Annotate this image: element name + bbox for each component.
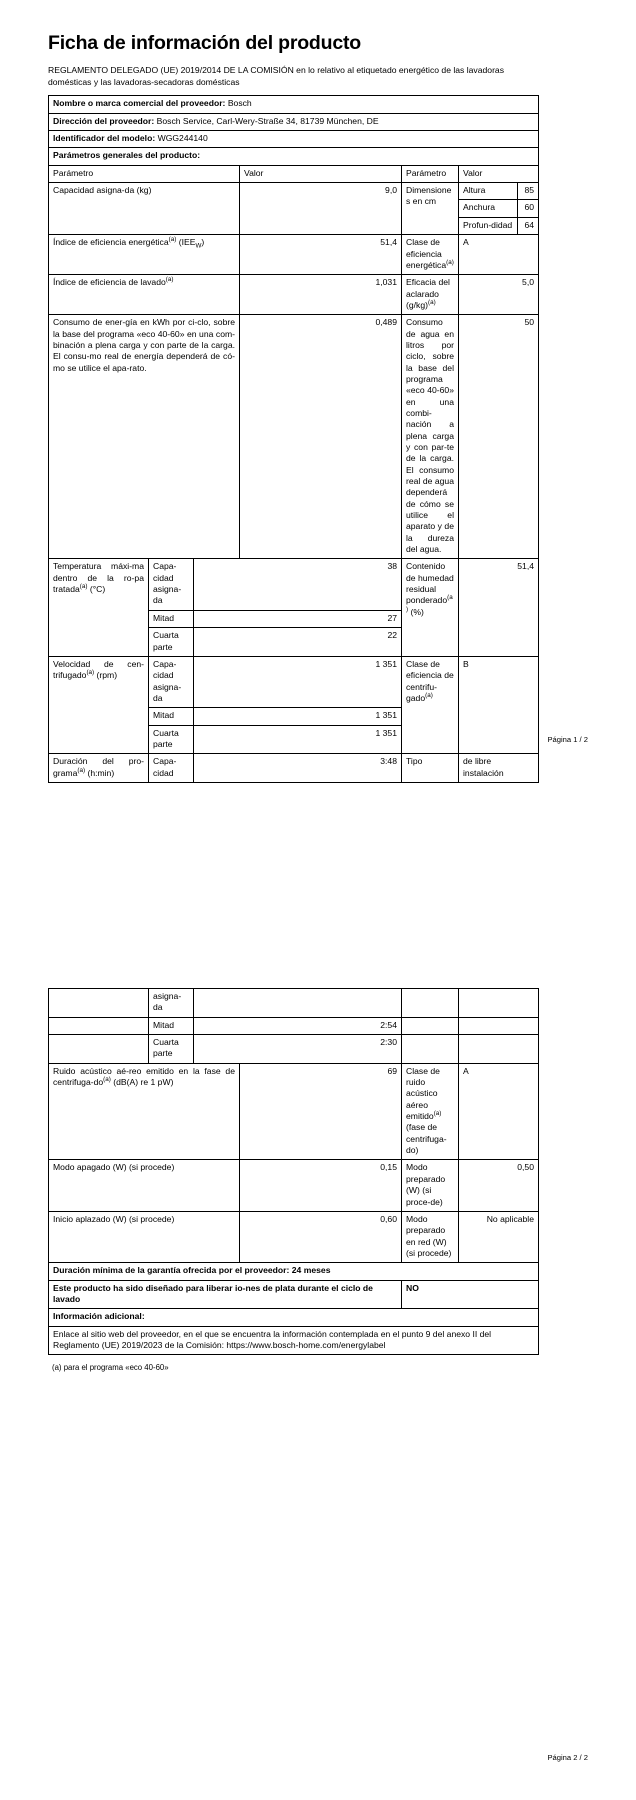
off-mode-label: Modo apagado (W) (si procede) <box>49 1160 240 1211</box>
page-2-number: Página 2 / 2 <box>547 1753 588 1762</box>
noise-unit: (dB(A) re 1 pW) <box>113 1077 174 1088</box>
header-param-2: Parámetro <box>402 165 459 182</box>
type-label-cont <box>402 989 459 1018</box>
duration-superscript: (a) <box>77 766 86 774</box>
dimension-row-height <box>459 183 538 200</box>
duration-quarter-label: Cuarta parte <box>149 1035 194 1064</box>
spin-class-value: B <box>459 656 539 753</box>
table-row-max-temp <box>49 559 539 610</box>
duration-rated-label-cont: asigna-da <box>149 989 194 1018</box>
table-row-silver-ions <box>49 1280 539 1309</box>
eei-superscript: (a) <box>168 236 177 244</box>
table-row-consumption <box>49 315 539 559</box>
table-row-delay-start <box>49 1211 539 1262</box>
page-2 <box>0 900 636 1800</box>
spin-speed-label-text: Velocidad de cen-trifugado <box>53 658 144 681</box>
spin-half-label: Mitad <box>149 708 194 725</box>
dimension-row-width <box>459 200 538 217</box>
table-row-model <box>49 131 539 148</box>
noise-superscript: (a) <box>103 1076 111 1084</box>
noise-class-unit: (fase de centrifuga-do) <box>406 1122 447 1156</box>
duration-label-text: Duración del pro-grama <box>53 756 144 778</box>
duration-label-cont <box>49 989 149 1018</box>
eei-sub-text: (IEE <box>178 237 196 248</box>
table-row-noise <box>49 1063 539 1160</box>
max-temp-quarter-label: Cuarta parte <box>149 628 194 657</box>
supplier-name-value: Bosch <box>227 98 252 109</box>
supplier-address-value: Bosch Service, Carl-Wery-Straße 34, 81739 München, DE <box>156 115 379 126</box>
table-header-row <box>49 165 539 182</box>
table-row-duration-cont <box>49 989 539 1018</box>
dimensions-table <box>459 183 538 234</box>
product-info-table-page1 <box>48 95 539 783</box>
table-row-warranty <box>49 1263 539 1280</box>
max-temp-quarter-value: 22 <box>194 628 402 657</box>
residual-moisture-value: 51,4 <box>459 559 539 656</box>
page-1-number: Página 1 / 2 <box>547 735 588 744</box>
energy-class-superscript: (a) <box>446 258 454 266</box>
page-2-content <box>48 988 538 1372</box>
table-row-duration-quarter <box>49 1035 539 1064</box>
regulation-text: REGLAMENTO DELEGADO (UE) 2019/2014 DE LA COMISIÓN en lo relativo al etiquetado energético de las lavadoras domésticas y las lavadoras-secadoras domésticas <box>48 65 505 88</box>
max-temp-rated-label: Capa-cidad asigna-da <box>149 559 194 610</box>
additional-info-label: Información adicional: <box>49 1309 539 1326</box>
max-temp-half-value: 27 <box>194 610 402 627</box>
duration-rated-value: 3:48 <box>194 754 402 783</box>
duration-half-spacer-3 <box>459 1017 539 1034</box>
type-label: Tipo <box>402 754 459 783</box>
type-value: de libre instalación <box>459 754 539 783</box>
network-standby-value: No aplicable <box>459 1211 539 1262</box>
warranty-cell <box>49 1263 539 1280</box>
table-row-supplier-address <box>49 113 539 130</box>
table-row-capacity <box>49 183 539 235</box>
residual-moisture-label-text: Contenido de humedad residual ponderado <box>406 561 454 606</box>
page-title: Ficha de información del producto <box>48 32 362 54</box>
energy-class-label <box>402 235 459 275</box>
model-label: Identificador del modelo: <box>53 133 156 144</box>
delay-start-value: 0,60 <box>240 1211 402 1262</box>
energy-class-value: A <box>459 235 539 275</box>
duration-quarter-spacer-3 <box>459 1035 539 1064</box>
general-params-label: Parámetros generales del producto: <box>49 148 539 165</box>
table-row-website <box>49 1326 539 1355</box>
off-mode-value: 0,15 <box>240 1160 402 1211</box>
dimensions-label: Dimensiones en cm <box>402 183 459 235</box>
water-consumption-value: 50 <box>459 315 539 559</box>
max-temp-rated-value: 38 <box>194 559 402 610</box>
max-temp-unit: (°C) <box>89 584 106 595</box>
energy-class-label-text: Clase de eficiencia energética <box>406 237 447 270</box>
wash-index-label-text: Índice de eficiencia de lavado <box>53 277 166 288</box>
rinsing-superscript: (a) <box>427 299 436 307</box>
spin-half-value: 1 351 <box>194 708 402 725</box>
silver-ions-label: Este producto ha sido diseñado para liberar io-nes de plata durante el ciclo de lavado <box>49 1280 402 1309</box>
duration-label <box>49 754 149 783</box>
spin-speed-superscript: (a) <box>86 669 95 677</box>
table-row-general-params <box>49 148 539 165</box>
rinsing-value: 5,0 <box>459 275 539 315</box>
spin-class-label <box>402 656 459 753</box>
dim-width-label: Anchura <box>459 200 518 217</box>
footnote: (a) para el programa «eco 40-60» <box>52 1363 169 1373</box>
dim-height-value: 85 <box>518 183 539 200</box>
duration-rated-value-cont <box>194 989 402 1018</box>
model-value: WGG244140 <box>157 133 208 144</box>
residual-moisture-unit: (%) <box>410 606 424 617</box>
supplier-address-label: Dirección del proveedor: <box>53 115 155 126</box>
table-row-off-mode <box>49 1160 539 1211</box>
duration-half-value: 2:54 <box>194 1017 402 1034</box>
table-row-additional-info <box>49 1309 539 1326</box>
duration-half-spacer-2 <box>402 1017 459 1034</box>
dim-depth-label: Profun-didad <box>463 219 513 230</box>
noise-label <box>49 1063 240 1160</box>
spin-class-label-text: Clase de eficiencia de centrifu-gado <box>406 658 454 703</box>
max-temp-superscript: (a) <box>79 583 88 591</box>
standby-label: Modo preparado (W) (si proce-de) <box>402 1160 459 1211</box>
table-row-duration <box>49 754 539 783</box>
duration-quarter-value: 2:30 <box>194 1035 402 1064</box>
supplier-name-cell <box>49 96 539 113</box>
duration-half-spacer <box>49 1017 149 1034</box>
dim-depth-value: 64 <box>518 217 539 234</box>
spin-rated-value: 1 351 <box>194 656 402 707</box>
eei-label <box>49 235 240 275</box>
silver-ions-value: NO <box>402 1280 539 1309</box>
dim-width-value: 60 <box>518 200 539 217</box>
warranty-value: 24 meses <box>291 1265 331 1276</box>
warranty-label: Duración mínima de la garantía ofrecida por el proveedor: <box>53 1265 290 1276</box>
supplier-name-label: Nombre o marca comercial del proveedor: <box>53 98 226 109</box>
table-row-eei <box>49 235 539 275</box>
dimension-row-depth <box>459 217 538 234</box>
eei-subscript: W <box>195 242 202 250</box>
eei-value: 51,4 <box>240 235 402 275</box>
dimensions-sub-table-cell <box>459 183 539 235</box>
header-value-2: Valor <box>459 165 539 182</box>
noise-class-superscript: (a) <box>433 1110 442 1118</box>
capacity-value: 9,0 <box>240 183 402 235</box>
wash-index-value: 1,031 <box>240 275 402 315</box>
supplier-address-cell <box>49 113 539 130</box>
energy-consumption-label: Consumo de ener-gía en kWh por ci-clo, sobre la base del programa «eco 40-60» en una com-binación a plena carga y con parte de la carga. El consu-mo real de energía dependerá de có-mo se utilice el apa-rato. <box>49 315 240 559</box>
standby-value: 0,50 <box>459 1160 539 1211</box>
header-param-1: Parámetro <box>49 165 240 182</box>
eei-close: ) <box>201 237 205 248</box>
residual-moisture-label <box>402 559 459 656</box>
product-info-table-page2 <box>48 988 539 1355</box>
wash-index-superscript: (a) <box>165 276 174 284</box>
noise-class-label <box>402 1063 459 1160</box>
energy-consumption-value: 0,489 <box>240 315 402 559</box>
network-standby-label: Modo preparado en red (W) (si procede) <box>402 1211 459 1262</box>
model-cell <box>49 131 539 148</box>
spin-quarter-label: Cuarta parte <box>149 725 194 754</box>
capacity-unit: (kg) <box>136 185 152 196</box>
water-consumption-label: Consumo de agua en litros por ciclo, sobre la base del programa «eco 40-60» en una combi-nación a plena carga y con par-te de la carga. El consumo real de agua dependerá de cómo se utilice el aparato y de la dureza del agua. <box>402 315 459 559</box>
wash-index-label <box>49 275 240 315</box>
residual-moisture-superscript: (a) <box>406 594 453 613</box>
duration-quarter-spacer-2 <box>402 1035 459 1064</box>
spin-speed-label <box>49 656 149 753</box>
max-temp-label <box>49 559 149 656</box>
spin-class-superscript: (a) <box>425 692 433 700</box>
type-value-cont <box>459 989 539 1018</box>
page-1-content <box>48 32 538 783</box>
delay-start-label: Inicio aplazado (W) (si procede) <box>49 1211 240 1262</box>
duration-unit: (h:min) <box>87 767 115 778</box>
eei-label-text: Índice de eficiencia energética <box>53 237 169 248</box>
dim-height-label: Altura <box>459 183 518 200</box>
duration-quarter-spacer <box>49 1035 149 1064</box>
capacity-label-text: Capacidad asigna-da <box>53 185 135 196</box>
header-value-1: Valor <box>240 165 402 182</box>
spin-speed-unit: (rpm) <box>96 670 118 681</box>
max-temp-half-label: Mitad <box>149 610 194 627</box>
noise-value: 69 <box>240 1063 402 1160</box>
website-cell: Enlace al sitio web del proveedor, en el que se encuentra la información contemplada en el punto 9 del anexo II del Reglamento (UE) 2019/2023 de la Comisión: https://www.bosch-home.com/energylabel <box>49 1326 539 1355</box>
noise-label-text: Ruido acústico aé-reo emitido en la fase de centrifuga-do <box>53 1065 235 1088</box>
rinsing-label-text: Eficacia del aclarado (g/kg) <box>406 277 450 310</box>
spin-rated-label: Capa-cidad asigna-da <box>149 656 194 707</box>
table-row-wash-index <box>49 275 539 315</box>
duration-rated-label: Capa-cidad <box>149 754 194 783</box>
noise-class-label-text: Clase de ruido acústico aéreo emitido <box>406 1065 440 1122</box>
max-temp-label-text: Temperatura máxi-ma dentro de la ro-pa tratada <box>53 561 144 595</box>
capacity-label <box>49 183 240 235</box>
spin-quarter-value: 1 351 <box>194 725 402 754</box>
table-row-spin-speed <box>49 656 539 707</box>
duration-half-label: Mitad <box>149 1017 194 1034</box>
table-row-duration-half <box>49 1017 539 1034</box>
rinsing-label <box>402 275 459 315</box>
table-row-supplier-name <box>49 96 539 113</box>
noise-class-value: A <box>459 1063 539 1160</box>
